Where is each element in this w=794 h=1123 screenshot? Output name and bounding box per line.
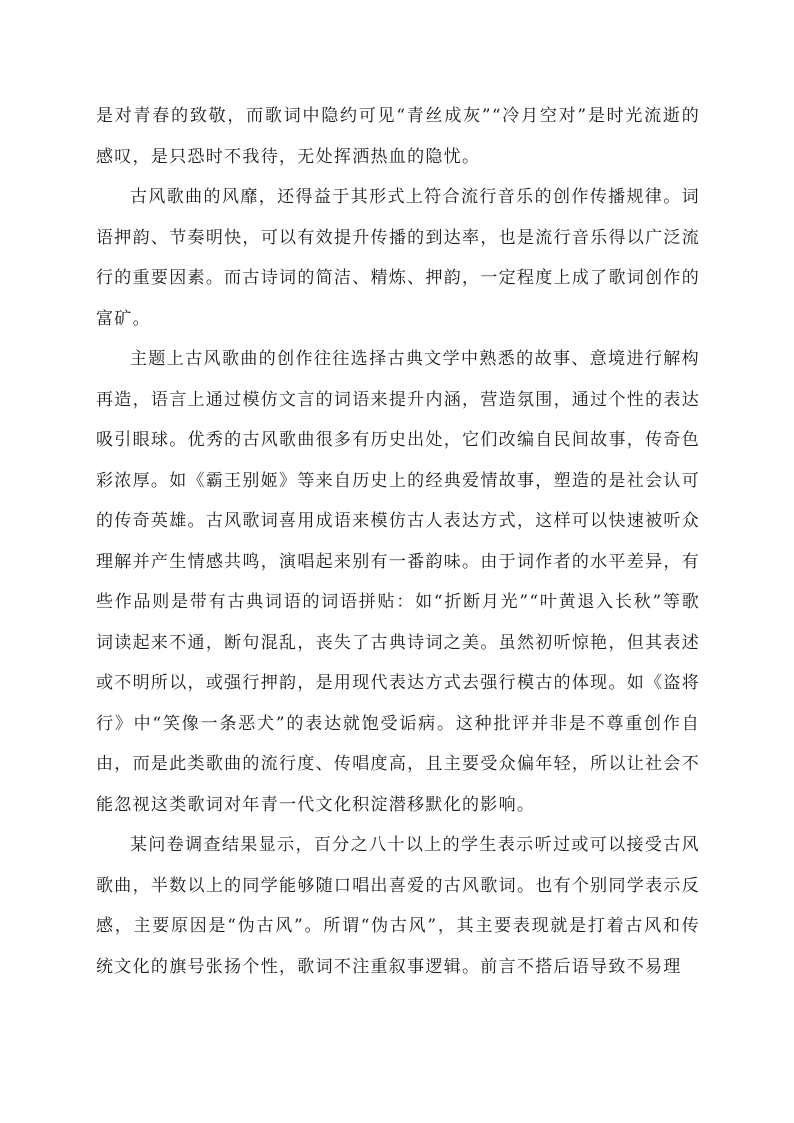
paragraph-2: 古风歌曲的风靡，还得益于其形式上符合流行音乐的创作传播规律。词语押韵、节奏明快，可以有效提升传播的到达率，也是流行音乐得以广泛流行的重要因素。而古诗词的简洁、精炼、押韵，一定程度上成了歌词创作的富矿。 [96,187,700,329]
paragraph-4: 某问卷调查结果显示，百分之八十以上的学生表示听过或可以接受古风歌曲，半数以上的同学能够随口唱出喜爱的古风歌词。也有个别同学表示反感，主要原因是“伪古风”。所谓“伪古风”，其主要表现就是打着古风和传统文化的旗号张扬个性，歌词不注重叙事逻辑。前言不搭后语导致不易理 [96,835,700,977]
paragraph-3: 主题上古风歌曲的创作往往选择古典文学中熟悉的故事、意境进行解构再造，语言上通过模仿文言的词语来提升内涵，营造氛围，通过个性的表达吸引眼球。优秀的古风歌曲很多有历史出处，它们改编自民间故事，传奇色彩浓厚。如《霸王别姬》等来自历史上的经典爱情故事，塑造的是社会认可的传奇英雄。古风歌词喜用成语来模仿古人表达方式，这样可以快速被听众理解并产生情感共鸣，演唱起来别有一番韵味。由于词作者的水平差异，有些作品则是带有古典词语的词语拼贴：如“折断月光”“叶黄退入长秋”等歌词读起来不通，断句混乱，丧失了古典诗词之美。虽然初听惊艳，但其表述或不明所以，或强行押韵，是用现代表达方式去强行模古的体现。如《盗将行》中“笑像一条恶犬”的表达就饱受诟病。这种批评并非是不尊重创作自由，而是此类歌曲的流行度、传唱度高，且主要受众偏年轻，所以让社会不能忽视这类歌词对年青一代文化积淀潜移默化的影响。 [96,349,700,815]
paragraph-1: 是对青春的致敬，而歌词中隐约可见“青丝成灰”“冷月空对”是时光流逝的感叹，是只恐时不我待，无处挥洒热血的隐忧。 [96,106,700,167]
document-page [96,96,700,987]
